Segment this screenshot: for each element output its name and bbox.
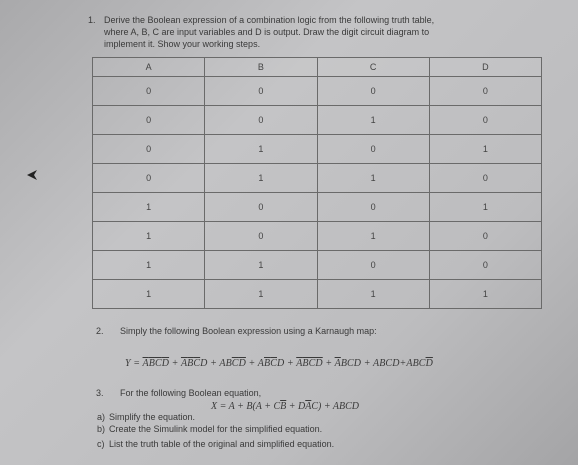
table-row bbox=[93, 135, 542, 164]
table-cell: 0 bbox=[429, 106, 541, 135]
question-3 bbox=[96, 387, 396, 399]
sub-question-label: a) bbox=[97, 412, 106, 422]
table-cell: 1 bbox=[429, 135, 541, 164]
question-1 bbox=[88, 14, 538, 50]
table-cell: 1 bbox=[205, 164, 317, 193]
table-cell: 0 bbox=[317, 251, 429, 280]
table-cell: 0 bbox=[205, 106, 317, 135]
question-number: 1. bbox=[88, 15, 96, 25]
question-2 bbox=[96, 325, 377, 337]
table-cell: 1 bbox=[205, 135, 317, 164]
header-d: D bbox=[429, 58, 541, 77]
table-cell: 1 bbox=[93, 193, 205, 222]
table-cell: 0 bbox=[429, 251, 541, 280]
table-cell: 0 bbox=[93, 164, 205, 193]
cursor-arrow-icon bbox=[26, 169, 38, 181]
table-cell: 1 bbox=[93, 251, 205, 280]
table-cell: 0 bbox=[93, 77, 205, 106]
table-cell: 1 bbox=[429, 280, 541, 309]
question-number: 2. bbox=[96, 326, 104, 336]
table-cell: 0 bbox=[205, 77, 317, 106]
sub-question-c bbox=[97, 438, 334, 450]
table-cell: 1 bbox=[317, 106, 429, 135]
table-row bbox=[93, 164, 542, 193]
table-row bbox=[93, 280, 542, 309]
sub-question-b bbox=[97, 423, 322, 435]
table-cell: 1 bbox=[93, 222, 205, 251]
sub-question-text: Create the Simulink model for the simplified equation. bbox=[109, 424, 323, 434]
table-cell: 0 bbox=[317, 77, 429, 106]
table-cell: 1 bbox=[93, 280, 205, 309]
table-cell: 0 bbox=[93, 135, 205, 164]
table-cell: 0 bbox=[205, 193, 317, 222]
boolean-expression-y: $Y = \overline{A}\overline{B}\overline{C}\overline{D} + \overline{A}\overline{B}\overline{C}D + AB\overline{C}\overline{D} + A\overline{B}\overline{C}D + \overline{A}\overline{BCD} + \overline{A}BCD$ + $ABCD+ABC\overline{D}$ bbox=[125, 358, 433, 369]
table-cell: 0 bbox=[317, 193, 429, 222]
truth-table bbox=[92, 57, 542, 309]
question-text-line: Derive the Boolean expression of a combination logic from the following truth table, bbox=[104, 15, 435, 25]
header-c: C bbox=[317, 58, 429, 77]
table-row bbox=[93, 193, 542, 222]
sub-question-text: Simplify the equation. bbox=[109, 412, 196, 422]
sub-question-a bbox=[97, 411, 195, 423]
question-number: 3. bbox=[96, 388, 104, 398]
table-row bbox=[93, 251, 542, 280]
question-text-line: implement it. Show your working steps. bbox=[104, 39, 261, 49]
boolean-equation-x: $X = A + B(A + C\overline{B} + D\overline{A}C)$ + ABCD bbox=[211, 401, 360, 412]
table-row bbox=[93, 106, 542, 135]
table-row bbox=[93, 77, 542, 106]
table-cell: 0 bbox=[429, 222, 541, 251]
table-cell: 0 bbox=[429, 77, 541, 106]
table-header-row bbox=[93, 58, 542, 77]
question-text-line: where A, B, C are input variables and D is output. Draw the digit circuit diagram to bbox=[104, 27, 430, 37]
header-b: B bbox=[205, 58, 317, 77]
table-cell: 1 bbox=[317, 222, 429, 251]
header-a: A bbox=[93, 58, 205, 77]
table-cell: 0 bbox=[93, 106, 205, 135]
sub-question-label: c) bbox=[97, 439, 105, 449]
table-cell: 0 bbox=[317, 135, 429, 164]
worksheet-page bbox=[70, 0, 578, 465]
table-cell: 1 bbox=[205, 280, 317, 309]
table-cell: 0 bbox=[205, 222, 317, 251]
question-text: For the following Boolean equation, bbox=[120, 388, 262, 398]
sub-question-text: List the truth table of the original and simplified equation. bbox=[109, 439, 335, 449]
table-row bbox=[93, 222, 542, 251]
question-text: Simply the following Boolean expression using a Karnaugh map: bbox=[120, 326, 377, 336]
table-cell: 1 bbox=[317, 164, 429, 193]
table-cell: 1 bbox=[205, 251, 317, 280]
table-cell: 1 bbox=[429, 193, 541, 222]
sub-question-label: b) bbox=[97, 424, 106, 434]
table-cell: 0 bbox=[429, 164, 541, 193]
table-cell: 1 bbox=[317, 280, 429, 309]
